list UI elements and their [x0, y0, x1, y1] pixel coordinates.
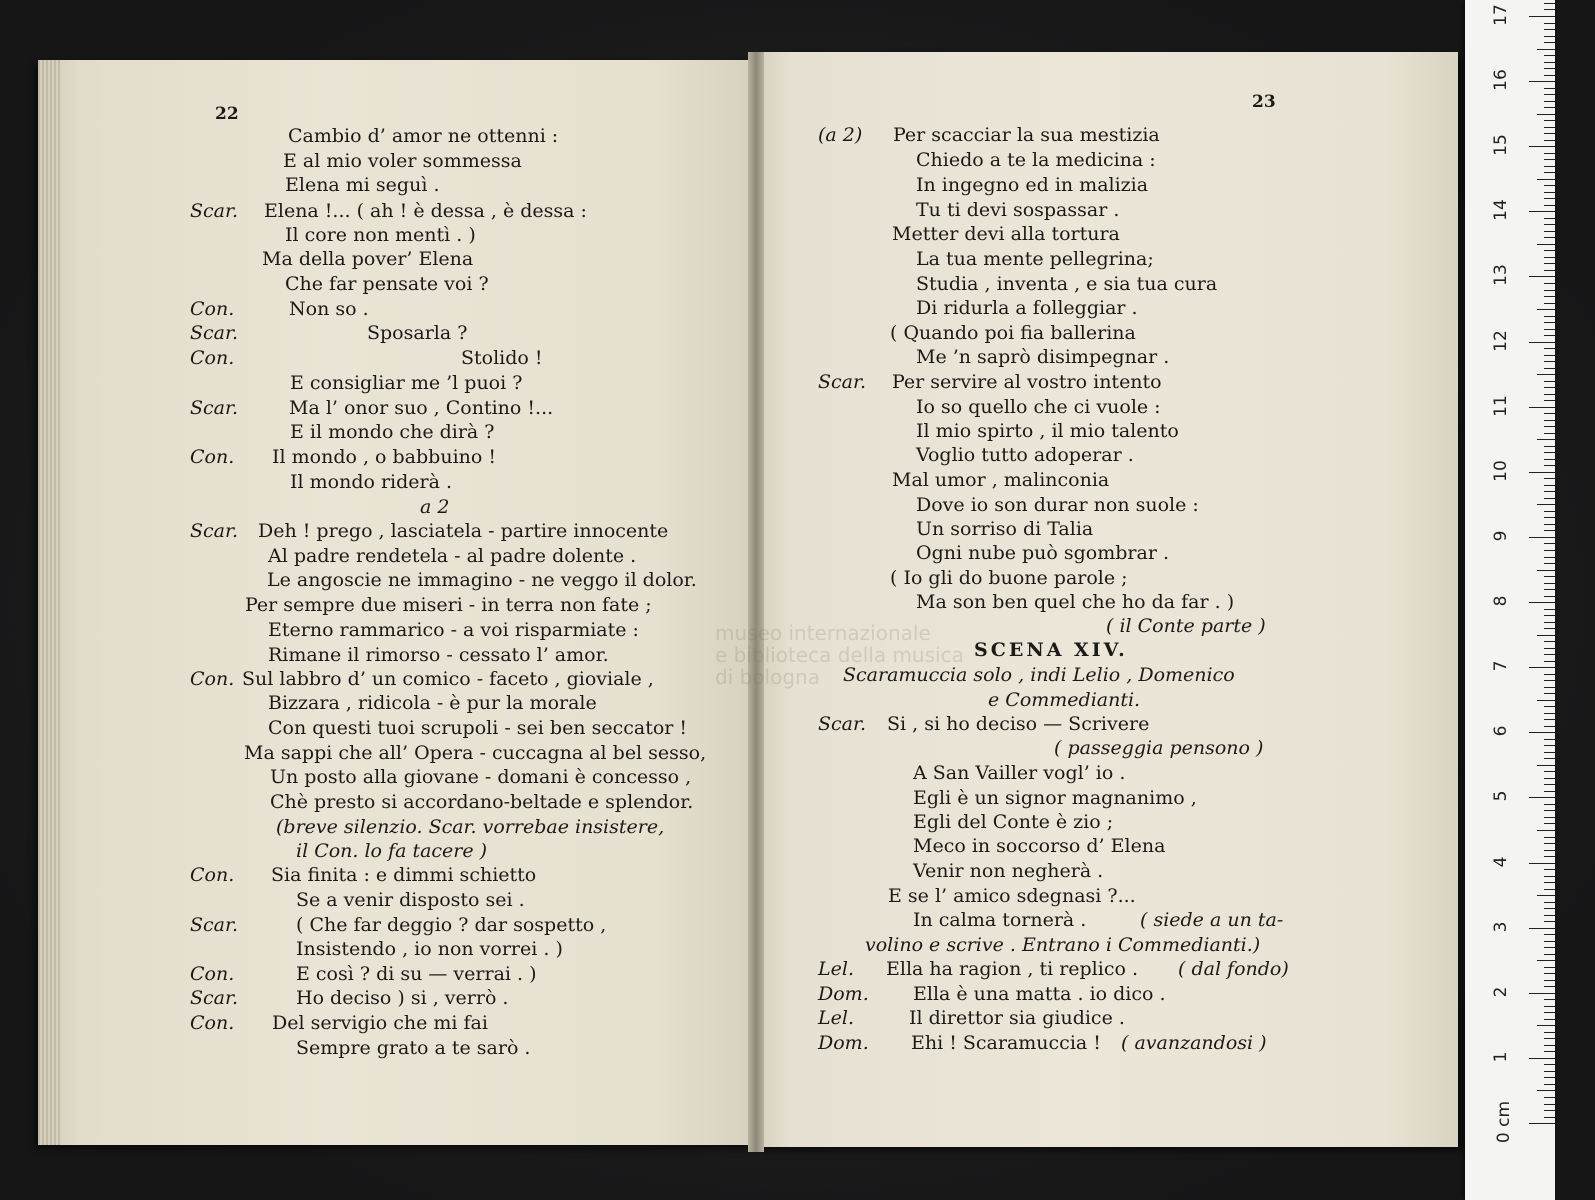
ruler-tick — [1544, 628, 1555, 629]
ruler-tick — [1544, 517, 1555, 518]
ruler-tick — [1544, 713, 1555, 714]
ruler-label: 11 — [1491, 394, 1511, 417]
ruler-tick — [1529, 146, 1555, 147]
ruler-tick — [1544, 850, 1555, 851]
ruler-tick — [1537, 1090, 1555, 1091]
ruler-tick — [1544, 185, 1555, 186]
verse-line: Ella ha ragion , ti replico . — [886, 958, 1138, 980]
ruler-tick — [1544, 400, 1555, 401]
verse-line: Il mondo riderà . — [290, 471, 453, 493]
verse-line: Del servigio che mi fai — [272, 1012, 488, 1034]
ruler-zero-label: 0 cm — [1494, 1100, 1514, 1144]
ruler-tick — [1544, 166, 1555, 167]
verse-line: Stolido ! — [461, 347, 543, 369]
verse-line: Ogni nube può sgombrar . — [916, 542, 1169, 564]
verse-line: Per scacciar la sua mestizia — [893, 124, 1160, 146]
speaker-label: Con. — [190, 1012, 235, 1034]
ruler-tick — [1537, 895, 1555, 896]
ruler-tick — [1544, 101, 1555, 102]
speaker-label: Con. — [190, 668, 235, 690]
verse-line: il Con. lo fa tacere ) — [296, 840, 488, 862]
ruler-tick — [1544, 530, 1555, 531]
ruler-tick — [1544, 791, 1555, 792]
ruler-tick — [1544, 9, 1555, 10]
ruler-tick — [1544, 758, 1555, 759]
verse-line: A San Vailler vogl’ io . — [913, 762, 1126, 784]
verse-line: Venir non negherà . — [913, 860, 1104, 882]
verse-line: Sul labbro d’ un comico - faceto , gioviale , — [242, 668, 654, 690]
speaker-label: Scar. — [190, 914, 239, 936]
ruler-tick — [1544, 915, 1555, 916]
ruler-tick — [1537, 179, 1555, 180]
ruler-tick — [1544, 1038, 1555, 1039]
ruler-tick — [1544, 661, 1555, 662]
ruler-label: 1 — [1491, 1051, 1511, 1063]
ruler-tick — [1544, 205, 1555, 206]
ruler-tick — [1544, 1104, 1555, 1105]
verse-line: Sia finita : e dimmi schietto — [271, 864, 537, 886]
ruler-tick — [1544, 283, 1555, 284]
ruler-tick — [1544, 192, 1555, 193]
ruler-tick — [1544, 557, 1555, 558]
verse-line: Il mio spirto , il mio talento — [916, 420, 1179, 442]
ruler-tick — [1544, 680, 1555, 681]
ruler-tick — [1544, 1045, 1555, 1046]
ruler-tick — [1544, 596, 1555, 597]
verse-line: ( Che far deggio ? dar sospetto , — [296, 914, 607, 936]
ruler-tick — [1544, 752, 1555, 753]
ruler-tick — [1544, 778, 1555, 779]
ruler-tick — [1544, 322, 1555, 323]
ruler-tick — [1544, 706, 1555, 707]
ruler-tick — [1544, 954, 1555, 955]
ruler-tick — [1544, 485, 1555, 486]
ruler-tick — [1544, 674, 1555, 675]
ruler-tick — [1537, 244, 1555, 245]
book-gutter — [748, 52, 764, 1152]
ruler-tick — [1544, 42, 1555, 43]
watermark-line: museo internazionale — [715, 621, 931, 645]
ruler-tick — [1544, 329, 1555, 330]
ruler-tick — [1544, 75, 1555, 76]
ruler-tick — [1529, 16, 1555, 17]
ruler-tick — [1544, 1019, 1555, 1020]
verse-line: Sempre grato a te sarò . — [296, 1037, 531, 1059]
verse-line: Eterno rammarico - a voi risparmiate : — [268, 619, 639, 641]
ruler-tick — [1537, 570, 1555, 571]
verse-line: Ma sappi che all’ Opera - cuccagna al bel sesso, — [244, 742, 707, 764]
ruler-tick — [1544, 719, 1555, 720]
ruler-tick — [1544, 550, 1555, 551]
verse-line: ( il Conte parte ) — [1106, 615, 1266, 637]
ruler-tick — [1544, 921, 1555, 922]
ruler-tick — [1544, 303, 1555, 304]
ruler-tick — [1544, 739, 1555, 740]
ruler-tick — [1544, 876, 1555, 877]
ruler-label: 12 — [1491, 329, 1511, 352]
ruler-tick — [1544, 172, 1555, 173]
ruler-tick — [1544, 524, 1555, 525]
ruler-tick — [1544, 687, 1555, 688]
ruler-tick — [1544, 29, 1555, 30]
ruler-label: 6 — [1491, 725, 1511, 737]
ruler-tick — [1529, 472, 1555, 473]
verse-line: Rimane il rimorso - cessato l’ amor. — [268, 644, 609, 666]
ruler-label: 3 — [1491, 921, 1511, 933]
ruler-tick — [1544, 159, 1555, 160]
ruler-tick — [1544, 140, 1555, 141]
ruler-tick — [1537, 439, 1555, 440]
ruler-label: 5 — [1491, 790, 1511, 802]
ruler-tick — [1544, 583, 1555, 584]
ruler-label: 9 — [1491, 530, 1511, 542]
verse-line: ( Quando poi fia ballerina — [890, 322, 1136, 344]
ruler-tick — [1544, 218, 1555, 219]
ruler-tick — [1529, 863, 1555, 864]
ruler-tick — [1537, 635, 1555, 636]
verse-line: Se a venir disposto sei . — [296, 889, 525, 911]
ruler-tick — [1544, 1117, 1555, 1118]
verse-line: Sposarla ? — [367, 322, 468, 344]
verse-line: Si , si ho deciso — Scrivere — [887, 713, 1150, 735]
ruler-tick — [1544, 491, 1555, 492]
verse-line: Di ridurla a folleggiar . — [916, 297, 1138, 319]
ruler-tick — [1544, 452, 1555, 453]
verse-line: e Commedianti. — [988, 689, 1141, 711]
ruler-tick — [1544, 420, 1555, 421]
ruler-tick — [1544, 654, 1555, 655]
ruler-tick — [1529, 342, 1555, 343]
scene-heading: SCENA XIV. — [974, 639, 1128, 661]
verse-line: Non so . — [289, 298, 369, 320]
ruler-tick — [1544, 882, 1555, 883]
ruler-label: 8 — [1491, 595, 1511, 607]
ruler-tick — [1544, 88, 1555, 89]
speaker-label: Con. — [190, 298, 235, 320]
verse-line: Il mondo , o babbuino ! — [272, 446, 496, 468]
speaker-label: Con. — [190, 347, 235, 369]
ruler-tick — [1544, 726, 1555, 727]
ruler-tick — [1544, 107, 1555, 108]
ruler-tick — [1544, 543, 1555, 544]
ruler-tick — [1544, 615, 1555, 616]
ruler-tick — [1544, 3, 1555, 4]
ruler-tick — [1537, 49, 1555, 50]
ruler-label: 15 — [1491, 134, 1511, 157]
ruler-tick — [1544, 771, 1555, 772]
speaker-label: Con. — [190, 963, 235, 985]
ruler-tick — [1544, 784, 1555, 785]
verse-line: Chè presto si accordano-beltade e splendor. — [270, 791, 694, 813]
verse-line: E consigliar me ’l puoi ? — [290, 372, 523, 394]
speaker-label: Scar. — [818, 371, 867, 393]
ruler-tick — [1544, 413, 1555, 414]
ruler-tick — [1544, 224, 1555, 225]
ruler-tick — [1544, 804, 1555, 805]
verse-line: Un posto alla giovane - domani è concesso , — [270, 766, 692, 788]
verse-line: Mal umor , malinconia — [892, 469, 1110, 491]
ruler-tick — [1544, 1097, 1555, 1098]
ruler-label: 16 — [1491, 69, 1511, 91]
verse-line: Insistendo , io non vorrei . ) — [296, 938, 563, 960]
ruler-tick — [1544, 693, 1555, 694]
ruler-tick — [1544, 465, 1555, 466]
ruler-tick — [1544, 68, 1555, 69]
speaker-label: Scar. — [190, 322, 239, 344]
ruler-tick — [1544, 62, 1555, 63]
ruler-tick — [1544, 355, 1555, 356]
ruler-tick — [1544, 823, 1555, 824]
verse-line: Egli è un signor magnanimo , — [913, 787, 1197, 809]
ruler-tick — [1537, 700, 1555, 701]
ruler-tick — [1544, 387, 1555, 388]
verse-line: Le angoscie ne immagino - ne veggo il dolor. — [267, 569, 697, 591]
ruler-tick — [1544, 576, 1555, 577]
verse-line: Un sorriso di Talia — [916, 518, 1094, 540]
verse-line: In ingegno ed in malizia — [916, 174, 1149, 196]
ruler-tick — [1544, 902, 1555, 903]
verse-line: Scaramuccia solo , indi Lelio , Domenico — [843, 664, 1235, 686]
verse-line: Il core non mentì . ) — [285, 224, 476, 246]
verse-line: Bizzara , ridicola - è pur la morale — [268, 692, 597, 714]
ruler-tick — [1544, 368, 1555, 369]
ruler-tick — [1544, 563, 1555, 564]
speaker-label: Con. — [190, 864, 235, 886]
ruler-tick — [1537, 374, 1555, 375]
speaker-label: Scar. — [190, 987, 239, 1009]
ruler-label: 10 — [1491, 459, 1511, 482]
ruler-tick — [1544, 1084, 1555, 1085]
ruler-tick — [1544, 908, 1555, 909]
verse-line: Cambio d’ amor ne ottenni : — [288, 125, 559, 147]
verse-line: Deh ! prego , lasciatela - partire innocente — [258, 520, 669, 542]
ruler-tick — [1544, 296, 1555, 297]
verse-line: Ella è una matta . io dico . — [913, 983, 1166, 1005]
verse-line: ( avanzandosi ) — [1121, 1032, 1267, 1054]
ruler-tick — [1544, 381, 1555, 382]
verse-line: E al mio voler sommessa — [283, 150, 522, 172]
ruler-label: 2 — [1491, 986, 1511, 998]
ruler-tick — [1544, 316, 1555, 317]
ruler-tick — [1544, 511, 1555, 512]
ruler-tick — [1544, 869, 1555, 870]
ruler-tick — [1544, 941, 1555, 942]
ruler-tick — [1544, 648, 1555, 649]
verse-line: E se l’ amico sdegnasi ?... — [888, 885, 1136, 907]
speaker-label: Dom. — [818, 983, 869, 1005]
verse-line: Elena !... ( ah ! è dessa , è dessa : — [264, 200, 587, 222]
ruler-tick — [1544, 934, 1555, 935]
ruler-tick — [1544, 1006, 1555, 1007]
ruler-tick — [1544, 1110, 1555, 1111]
verse-line: Chiedo a te la medicina : — [916, 149, 1156, 171]
verse-line: Egli del Conte è zio ; — [913, 811, 1114, 833]
ruler-tick — [1544, 641, 1555, 642]
verse-line: E così ? di su — verrai . ) — [296, 963, 537, 985]
ruler-tick — [1544, 198, 1555, 199]
ruler-tick — [1544, 237, 1555, 238]
ruler-tick — [1544, 426, 1555, 427]
library-watermark — [715, 622, 995, 688]
verse-line: Ma l’ onor suo , Contino !... — [289, 397, 554, 419]
ruler-tick — [1544, 263, 1555, 264]
left-page-number: 22 — [215, 104, 239, 124]
right-page-number: 23 — [1252, 92, 1276, 112]
verse-line: In calma tornerà . — [913, 909, 1087, 931]
verse-line: Meco in soccorso d’ Elena — [913, 835, 1166, 857]
measurement-ruler — [1465, 0, 1555, 1200]
verse-line: Il direttor sia giudice . — [909, 1007, 1125, 1029]
ruler-tick — [1537, 765, 1555, 766]
speaker-label: Con. — [190, 446, 235, 468]
ruler-tick — [1544, 1032, 1555, 1033]
ruler-tick — [1544, 1071, 1555, 1072]
verse-line: a 2 — [420, 496, 450, 518]
ruler-tick — [1544, 973, 1555, 974]
ruler-tick — [1544, 55, 1555, 56]
ruler-tick — [1537, 960, 1555, 961]
verse-line: Ho deciso ) si , verrò . — [296, 987, 509, 1009]
ruler-tick — [1529, 667, 1555, 668]
ruler-tick — [1544, 609, 1555, 610]
verse-line: Voglio tutto adoperar . — [916, 444, 1134, 466]
ruler-tick — [1529, 993, 1555, 994]
ruler-label: 7 — [1491, 660, 1511, 672]
ruler-tick — [1544, 1064, 1555, 1065]
verse-line: Io so quello che ci vuole : — [916, 396, 1161, 418]
ruler-tick — [1537, 830, 1555, 831]
ruler-tick — [1529, 537, 1555, 538]
verse-line: Al padre rendetela - al padre dolente . — [268, 545, 637, 567]
verse-line: Per sempre due miseri - in terra non fate ; — [245, 594, 652, 616]
ruler-tick — [1544, 856, 1555, 857]
ruler-tick — [1544, 999, 1555, 1000]
verse-line: Per servire al vostro intento — [892, 371, 1162, 393]
speaker-label: Scar. — [190, 397, 239, 419]
speaker-label: Scar. — [190, 200, 239, 222]
ruler-tick — [1544, 231, 1555, 232]
ruler-tick — [1529, 1058, 1555, 1059]
watermark-line: e biblioteca della musica — [715, 643, 964, 667]
ruler-tick — [1544, 837, 1555, 838]
ruler-tick — [1544, 361, 1555, 362]
ruler-tick — [1544, 745, 1555, 746]
speaker-label: Scar. — [818, 713, 867, 735]
speaker-label: (a 2) — [818, 124, 863, 146]
ruler-tick — [1537, 1025, 1555, 1026]
verse-line: Metter devi alla tortura — [892, 223, 1120, 245]
ruler-tick — [1529, 797, 1555, 798]
verse-line: Ma della pover’ Elena — [262, 248, 474, 270]
ruler-tick — [1544, 36, 1555, 37]
speaker-label: Scar. — [190, 520, 239, 542]
verse-line: Elena mi seguì . — [285, 174, 440, 196]
ruler-label: 17 — [1491, 4, 1511, 26]
verse-line: Ehi ! Scaramuccia ! — [911, 1032, 1101, 1054]
speaker-label: Lel. — [818, 1007, 854, 1029]
ruler-label: 13 — [1491, 264, 1511, 287]
ruler-tick — [1544, 153, 1555, 154]
ruler-tick — [1544, 478, 1555, 479]
ruler-tick — [1544, 810, 1555, 811]
ruler-tick — [1544, 459, 1555, 460]
verse-line: volino e scrive . Entrano i Commedianti.) — [865, 934, 1261, 956]
ruler-tick — [1544, 498, 1555, 499]
ruler-tick — [1537, 114, 1555, 115]
ruler-tick — [1544, 1051, 1555, 1052]
ruler-tick — [1544, 120, 1555, 121]
ruler-tick — [1529, 407, 1555, 408]
verse-line: Che far pensate voi ? — [285, 273, 489, 295]
ruler-tick — [1544, 986, 1555, 987]
verse-line: (breve silenzio. Scar. vorrebae insistere, — [276, 816, 665, 838]
verse-line: Tu ti devi sospassar . — [916, 199, 1120, 221]
ruler-tick — [1537, 504, 1555, 505]
verse-line: La tua mente pellegrina; — [916, 248, 1154, 270]
ruler-tick — [1537, 309, 1555, 310]
ruler-tick — [1544, 817, 1555, 818]
ruler-tick — [1544, 980, 1555, 981]
ruler-tick — [1544, 622, 1555, 623]
verse-line: E il mondo che dirà ? — [290, 421, 495, 443]
ruler-tick — [1544, 433, 1555, 434]
ruler-tick — [1529, 732, 1555, 733]
ruler-label: 14 — [1491, 199, 1511, 222]
ruler-tick — [1544, 1012, 1555, 1013]
ruler-tick — [1529, 928, 1555, 929]
ruler-tick — [1544, 133, 1555, 134]
ruler-tick — [1529, 211, 1555, 212]
ruler-tick — [1544, 1077, 1555, 1078]
ruler-tick — [1544, 257, 1555, 258]
verse-line: ( Io gli do buone parole ; — [890, 567, 1128, 589]
ruler-tick — [1544, 889, 1555, 890]
ruler-tick — [1529, 1123, 1555, 1124]
verse-line: Con questi tuoi scrupoli - sei ben seccator ! — [268, 717, 688, 739]
ruler-label: 4 — [1491, 856, 1511, 867]
verse-line: ( dal fondo) — [1178, 958, 1289, 980]
ruler-tick — [1529, 602, 1555, 603]
ruler-tick — [1544, 127, 1555, 128]
ruler-tick — [1544, 335, 1555, 336]
ruler-tick — [1544, 394, 1555, 395]
ruler-tick — [1544, 589, 1555, 590]
speaker-label: Lel. — [818, 958, 854, 980]
ruler-tick — [1544, 446, 1555, 447]
verse-line: Me ’n saprò disimpegnar . — [916, 346, 1170, 368]
ruler-tick — [1544, 947, 1555, 948]
verse-line: ( siede a un ta- — [1140, 909, 1284, 931]
ruler-tick — [1544, 23, 1555, 24]
verse-line: Studia , inventa , e sia tua cura — [916, 273, 1218, 295]
ruler-tick — [1544, 290, 1555, 291]
ruler-tick — [1544, 967, 1555, 968]
ruler-tick — [1544, 843, 1555, 844]
ruler-tick — [1529, 81, 1555, 82]
ruler-tick — [1544, 94, 1555, 95]
ruler-tick — [1544, 348, 1555, 349]
watermark-line: di bologna — [715, 665, 820, 689]
ruler-tick — [1529, 276, 1555, 277]
verse-line: Ma son ben quel che ho da far . ) — [916, 591, 1235, 613]
speaker-label: Dom. — [818, 1032, 869, 1054]
verse-line: ( passeggia pensono ) — [1054, 737, 1264, 759]
verse-line: Dove io son durar non suole : — [916, 494, 1199, 516]
ruler-tick — [1544, 270, 1555, 271]
ruler-tick — [1544, 250, 1555, 251]
